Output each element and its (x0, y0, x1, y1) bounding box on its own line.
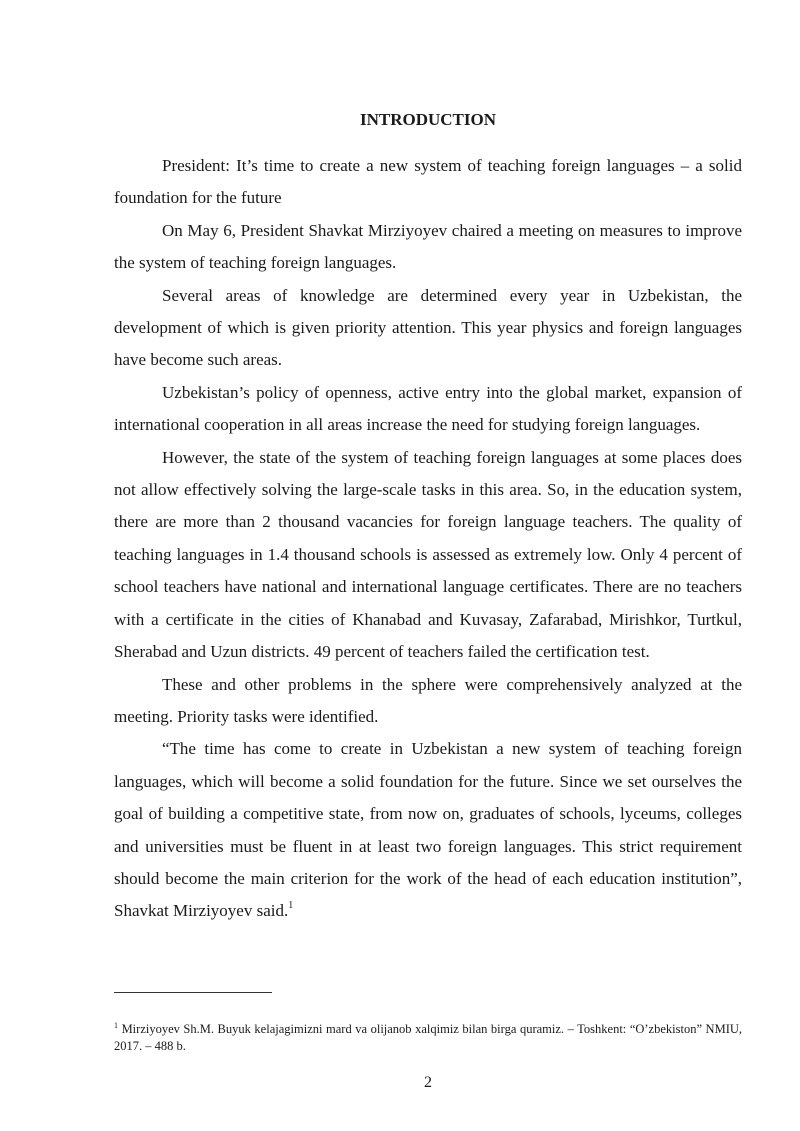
paragraph: President: It’s time to create a new system of teaching foreign languages – a solid foundation for the future (114, 156, 742, 208)
paragraph: Uzbekistan’s policy of openness, active entry into the global market, expansion of international cooperation in all areas increase the need for studying foreign languages. (114, 382, 742, 435)
page-title: INTRODUCTION (359, 110, 497, 129)
paragraph: However, the state of the system of teaching foreign languages at some places does not allow effectively solving the large-scale tasks in this area. So, in the education system, there are more than 2 thousand vacancies for foreign language teachers. The quality of teaching languages in 1.4 thousand schools is assessed as extremely low. Only 4 percent of school teachers have national and international language certificates. There are no teachers with a certificate in the cities of Khanabad and Kuvasay, Zafarabad, Mirishkor, Turtkul, Sherabad and Uzun districts. 49 percent of teachers failed the certification test. (114, 447, 742, 662)
footnote-marker: 1 (114, 1021, 118, 1030)
footnote (114, 1021, 742, 1055)
footnote-text: Mirziyoyev Sh.M. Buyuk kelajagimizni mard va olijanob xalqimiz bilan birga quramiz. – Toshkent: “O’zbekiston” NMIU, 2017. – 488 b. (114, 1022, 743, 1053)
body-text (114, 150, 742, 928)
paragraph-with-footnote (114, 733, 742, 927)
paragraph: Several areas of knowledge are determined every year in Uzbekistan, the development of which is given priority attention. This year physics and foreign languages have become such areas. (114, 285, 742, 370)
paragraph: On May 6, President Shavkat Mirziyoyev chaired a meeting on measures to improve the system of teaching foreign languages. (114, 220, 742, 273)
paragraph: These and other problems in the sphere were comprehensively analyzed at the meeting. Priority tasks were identified. (114, 674, 742, 726)
footnote-divider (114, 992, 272, 993)
paragraph-text: “The time has come to create in Uzbekistan a new system of teaching foreign languages, which will become a solid foundation for the future. Since we set ourselves the goal of building a competitive state, from now on, graduates of schools, lyceums, colleges and universities must be fluent in at least two foreign languages. This strict requirement should become the main criterion for the work of the head of each education institution”, Shavkat Mirziyoyev said. (114, 739, 742, 921)
footnote-reference: 1 (288, 900, 294, 912)
page-number: 2 (424, 1074, 432, 1091)
